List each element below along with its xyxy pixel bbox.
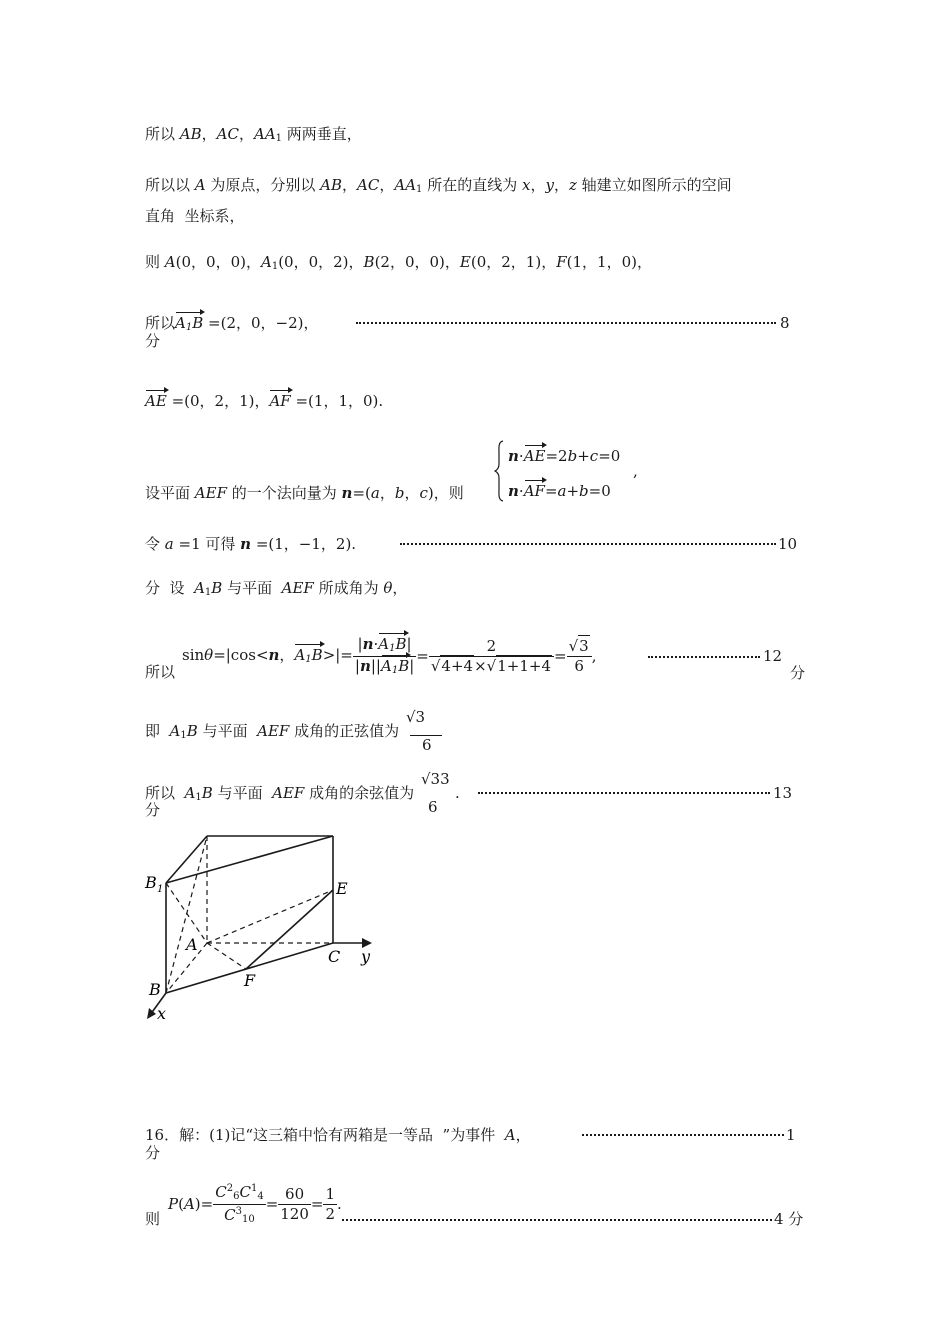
label-b: B	[149, 980, 161, 999]
fraction-denominator: 6	[422, 736, 432, 754]
label-e: E	[336, 879, 348, 898]
text-line-n-value: 令 a =1 可得 n =(1，−1，2).	[145, 535, 357, 553]
label-f: F	[244, 971, 256, 990]
fraction-sqrt33: √33	[421, 770, 450, 788]
period: .	[455, 784, 460, 802]
score-12: 12	[763, 647, 783, 665]
score-unit: 分	[145, 1144, 161, 1162]
dot-leader	[342, 1219, 772, 1221]
score-unit: 分	[145, 332, 161, 350]
text-line-normal-vector: 设平面 AEF 的一个法向量为 n=(a，b，c)，则	[145, 484, 464, 502]
edge-a-e	[207, 890, 333, 943]
label-a: A	[186, 935, 198, 954]
score-unit: 分	[790, 664, 806, 682]
score-1: 1	[786, 1126, 796, 1144]
text-line-cosine-value: 所以 $A_1B$ 与平面 AEF 成角的余弦值为	[145, 784, 415, 803]
label-b1: B	[145, 873, 157, 892]
score-8: 8	[780, 314, 790, 332]
label-y: y	[361, 947, 371, 966]
text-line-angle-theta: 分 设 $A_1B$ 与平面 AEF 所成角为 θ，	[145, 579, 408, 598]
text-line-probability-prefix: 则	[145, 1210, 161, 1228]
fraction-denominator: 6	[428, 798, 438, 816]
text-line-sine-value: 即 $A_1B$ 与平面 AEF 成角的正弦值为	[145, 722, 400, 741]
text-line-problem-16: 16．解：(1)记“这三箱中恰有两箱是一等品 ”为事件 A，	[145, 1126, 531, 1144]
system-brace	[494, 440, 504, 502]
text-line-3: 直角 坐标系，	[145, 207, 245, 225]
score-13: 13	[773, 784, 793, 802]
dot-leader	[648, 656, 760, 658]
dot-leader	[478, 792, 770, 794]
system-equation-2: n·AF=a+b=0	[508, 482, 611, 500]
text-line-vector-a1b: 所以$A_1B =(2$，0，−2)，	[145, 314, 319, 333]
label-c: C	[328, 947, 341, 966]
score-4: 4 分	[774, 1210, 804, 1228]
score-10: 10	[778, 535, 798, 553]
label-x: x	[157, 1004, 167, 1023]
edge-f-e	[246, 890, 333, 969]
formula-sin-theta: sinθ=|cos<n，$A_1B>|=$ $\frac{|n\cdot A_1B|}{|n||A_1B|}$ = $\frac{2}{√4+4\times√1+1+4}$ = $\frac{√3}{6}$ ,	[182, 634, 597, 676]
prism-figure	[140, 828, 380, 1028]
text-line-vectors-ae-af: AE =(0，2，1)，AF =(1，1，0).	[145, 392, 384, 410]
dot-leader	[356, 322, 776, 324]
fraction-sqrt3: √3	[406, 708, 426, 726]
edge-a-f	[207, 943, 246, 969]
label-b1-sub: 1	[157, 884, 164, 895]
text-line-coordinates: 则 A(0，0，0)，$A_1(0$，0，2)，B(2，0，0)，E(0，2，1)，F(1，1，0)，	[145, 253, 652, 272]
formula-probability: P(A)= $\frac{C^2_6C^1_4}{C^3_{10}}$ = $\frac{60}{120}$ = $\frac{1}{2}$ .	[168, 1182, 342, 1225]
system-comma: ,	[633, 462, 638, 480]
dot-leader	[582, 1134, 784, 1136]
score-unit: 分	[145, 801, 161, 819]
text-line-1: 所以 AB，AC，$AA_1$ 两两垂直，	[145, 125, 362, 144]
text-line-sin-prefix: 所以	[145, 663, 176, 681]
text-line-2: 所以以 A 为原点，分别以 AB，AC，$AA_1$ 所在的直线为 x，y，z 轴建立如图所示的空间	[145, 176, 732, 195]
system-equation-1: n·AE=2b+c=0	[508, 447, 621, 465]
edge-b1-c1	[166, 836, 333, 883]
dot-leader	[400, 543, 776, 545]
